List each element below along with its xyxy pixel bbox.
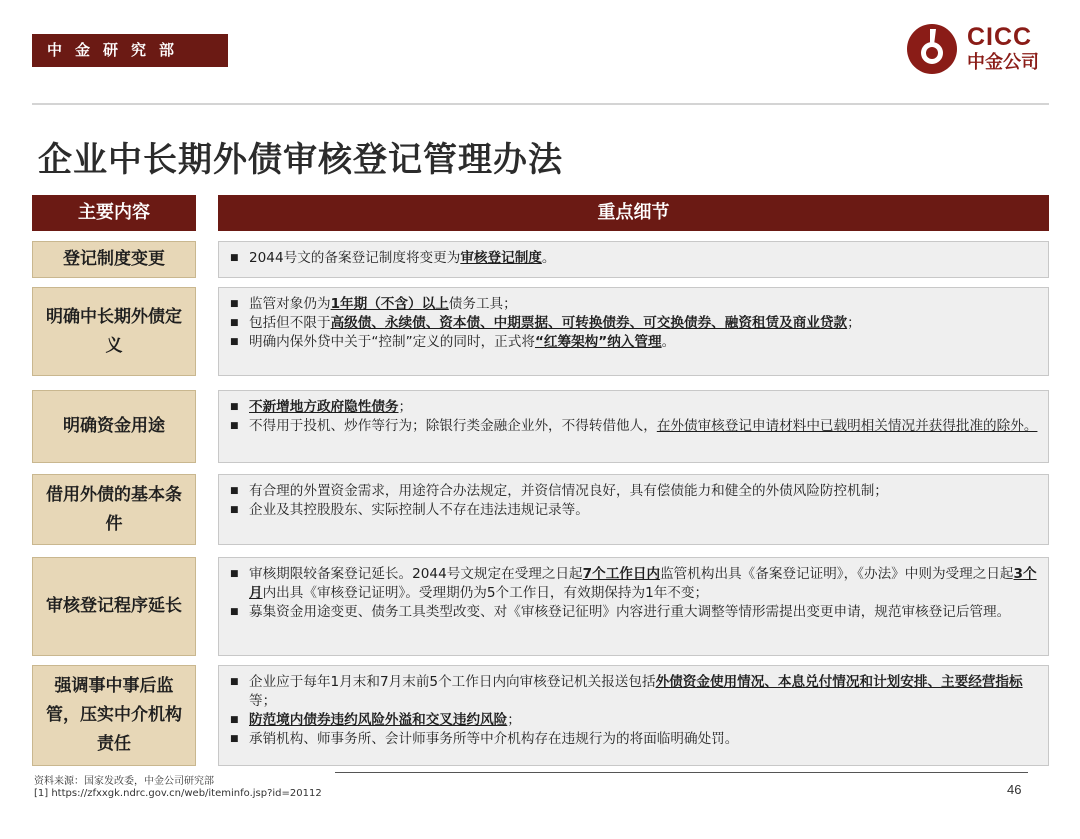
text-segment: 有合理的外置资金需求，用途符合办法规定，并资信情况良好，具有偿债能力和健全的外债风险防控机制；	[249, 483, 888, 499]
bullet-text	[249, 333, 1040, 352]
emphasized-text: 防范境内债券违约风险外溢和交叉违约风险	[249, 712, 508, 728]
bullet-text	[249, 295, 1040, 314]
emphasized-text: 7个工作日内	[582, 566, 661, 582]
text-segment: 。	[541, 250, 556, 266]
bullet-text	[249, 711, 1040, 730]
bullet-square-icon: ■	[230, 318, 239, 328]
text-segment: 不得用于投机、炒作等行为；除银行类金融企业外，不得转借他人，	[249, 418, 657, 434]
bullet-text	[249, 314, 1040, 333]
detail-bullet	[229, 730, 1040, 749]
row-detail	[218, 665, 1049, 766]
page-number: 46	[1007, 782, 1022, 797]
logo-text-en: CICC	[967, 23, 1033, 51]
bullet-square-icon: ■	[230, 677, 239, 687]
text-segment: 企业及其控股股东、实际控制人不存在违法违规记录等。	[249, 502, 589, 518]
row-detail	[218, 241, 1049, 278]
text-segment: ；	[398, 399, 413, 415]
text-segment: 。	[661, 334, 676, 350]
text-segment: 内出具《审核登记证明》。受理期仍为5个工作日，有效期保持为1年不变；	[262, 585, 709, 601]
bullet-text	[249, 673, 1040, 711]
row-detail	[218, 557, 1049, 656]
bullet-square-icon: ■	[230, 253, 239, 263]
detail-bullet	[229, 482, 1040, 501]
row-label: 明确中长期外债定义	[32, 287, 196, 376]
cicc-logo	[903, 20, 1053, 80]
detail-bullet	[229, 501, 1040, 520]
bullet-square-icon: ■	[230, 715, 239, 725]
row-label: 强调事中事后监管，压实中介机构责任	[32, 665, 196, 766]
bullet-text	[249, 565, 1040, 603]
text-segment: 募集资金用途变更、债务工具类型改变、对《审核登记征明》内容进行重大调整等情形需提出变更申请，规范审核登记后管理。	[249, 604, 1011, 620]
column-header-key-details: 重点细节	[218, 195, 1049, 231]
bullet-text	[249, 249, 1040, 268]
bullet-square-icon: ■	[230, 337, 239, 347]
header-divider	[32, 103, 1049, 105]
source-note	[34, 776, 322, 800]
text-segment: 企业应于每年1月末和7月末前5个工作日内向审核登记机关报送包括	[249, 674, 656, 690]
detail-bullet	[229, 398, 1040, 417]
detail-bullet	[229, 673, 1040, 711]
detail-bullet	[229, 295, 1040, 314]
bullet-text	[249, 730, 1040, 749]
cicc-emblem-icon	[906, 23, 958, 75]
bullet-square-icon: ■	[230, 402, 239, 412]
text-segment: 债务工具；	[448, 296, 517, 312]
row-label: 明确资金用途	[32, 390, 196, 463]
row-detail	[218, 474, 1049, 545]
detail-bullet	[229, 603, 1040, 622]
text-segment: 审核期限较备案登记延长。2044号文规定在受理之日起	[249, 566, 583, 582]
detail-bullet	[229, 565, 1040, 603]
row-detail	[218, 390, 1049, 463]
text-segment: ；	[507, 712, 521, 728]
bullet-text	[249, 603, 1040, 622]
bullet-square-icon: ■	[230, 607, 239, 617]
emphasized-text: 1年期（不含）以上	[330, 296, 449, 312]
detail-bullet	[229, 711, 1040, 730]
footer-divider	[335, 772, 1028, 773]
detail-bullet	[229, 249, 1040, 268]
detail-bullet	[229, 314, 1040, 333]
detail-bullet	[229, 333, 1040, 352]
bullet-square-icon: ■	[230, 569, 239, 579]
text-segment: 2044号文的备案登记制度将变更为	[249, 250, 461, 266]
text-segment: 等；	[249, 693, 277, 709]
emphasized-text: 不新增地方政府隐性债务	[249, 399, 399, 415]
department-badge: 中金研究部	[32, 34, 228, 67]
bullet-square-icon: ■	[230, 421, 239, 431]
logo-text-cn: 中金公司	[967, 52, 1039, 73]
text-segment: 明确内保外贷中关于“控制”定义的同时，正式将	[249, 334, 535, 350]
text-segment: 监管机构出具《备案登记证明》，《办法》中则为受理之日起	[660, 566, 1014, 582]
text-segment: 承销机构、师事务所、会计师事务所等中介机构存在违规行为的将面临明确处罚。	[249, 731, 739, 747]
emphasized-text: “红筹架构”纳入管理	[534, 334, 662, 350]
text-segment: 监管对象仍为	[249, 296, 331, 312]
column-header-main-content: 主要内容	[32, 195, 196, 231]
source-line: 资料来源：国家发改委，中金公司研究部	[34, 776, 214, 787]
bullet-text	[249, 501, 1040, 520]
row-label: 登记制度变更	[32, 241, 196, 278]
text-segment: 包括但不限于	[249, 315, 331, 331]
bullet-square-icon: ■	[230, 505, 239, 515]
page-title: 企业中长期外债审核登记管理办法	[38, 140, 563, 180]
row-label: 借用外债的基本条件	[32, 474, 196, 545]
emphasized-text: 在外债审核登记申请材料中已载明相关情况并获得批准的除外。	[656, 418, 1038, 434]
bullet-square-icon: ■	[230, 734, 239, 744]
text-segment: ；	[847, 315, 861, 331]
bullet-text	[249, 398, 1040, 417]
emphasized-text: 3个月	[249, 566, 1037, 601]
emphasized-text: 审核登记制度	[460, 250, 542, 266]
source-reference: [1] https://zfxxgk.ndrc.gov.cn/web/iteminfo.jsp?id=20112	[34, 788, 322, 799]
emphasized-text: 外债资金使用情况、本息兑付情况和计划安排、主要经营指标	[655, 674, 1023, 690]
bullet-text	[249, 417, 1040, 436]
emphasized-text: 高级债、永续债、资本债、中期票据、可转换债券、可交换债券、融资租赁及商业贷款	[330, 315, 848, 331]
row-detail	[218, 287, 1049, 376]
bullet-text	[249, 482, 1040, 501]
bullet-square-icon: ■	[230, 486, 239, 496]
detail-bullet	[229, 417, 1040, 436]
row-label: 审核登记程序延长	[32, 557, 196, 656]
bullet-square-icon: ■	[230, 299, 239, 309]
